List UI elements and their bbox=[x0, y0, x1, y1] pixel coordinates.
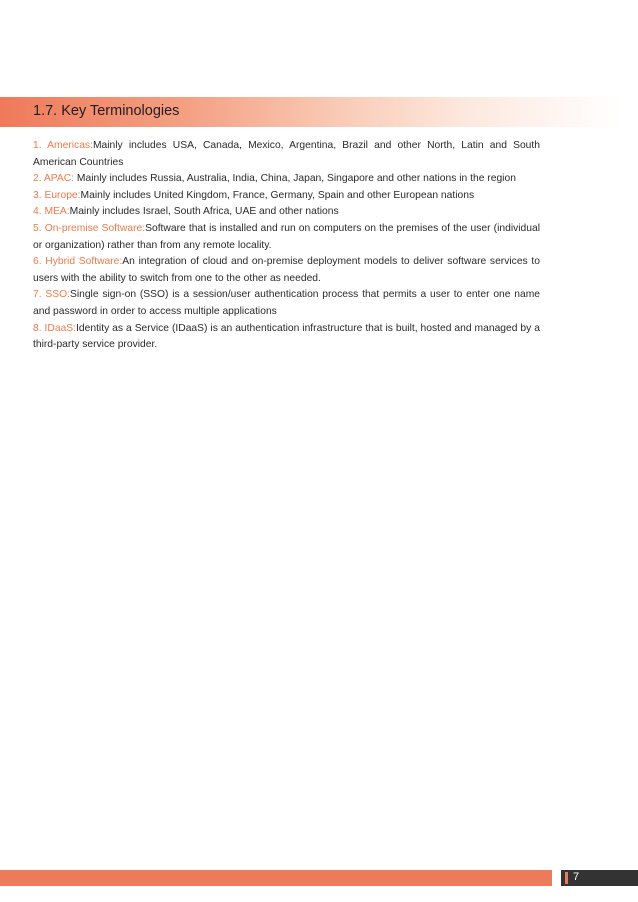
terminology-list bbox=[33, 138, 540, 354]
term-definition: Mainly includes United Kingdom, France, Germany, Spain and other European nations bbox=[80, 189, 475, 201]
term-europe bbox=[33, 188, 540, 205]
term-hybrid-software bbox=[33, 254, 540, 287]
term-sso bbox=[33, 287, 540, 320]
term-definition: Mainly includes USA, Canada, Mexico, Argentina, Brazil and other North, Latin and South American Countries bbox=[33, 140, 540, 168]
page-accent-divider bbox=[565, 872, 568, 884]
term-key: 6. Hybrid Software: bbox=[33, 256, 123, 268]
term-key: 4. MEA: bbox=[33, 206, 70, 218]
page-number-box bbox=[561, 870, 638, 886]
section-title: 1.7. Key Terminologies bbox=[33, 103, 180, 119]
term-definition: Mainly includes Russia, Australia, India, China, Japan, Singapore and other nations in the region bbox=[74, 173, 516, 185]
term-americas bbox=[33, 138, 540, 171]
term-on-premise-software bbox=[33, 221, 540, 254]
term-mea bbox=[33, 204, 540, 221]
term-key: 1. Americas: bbox=[33, 140, 93, 151]
term-idaas bbox=[33, 321, 540, 354]
term-definition: Single sign-on (SSO) is a session/user authentication process that permits a user to enter one name and password in order to access multiple applications bbox=[33, 289, 541, 317]
term-key: 2. APAC: bbox=[33, 173, 75, 185]
term-key: 3. Europe: bbox=[33, 189, 81, 201]
term-definition: An integration of cloud and on-premise deployment models to deliver software services to users with the ability to switch from one to the other as needed. bbox=[33, 256, 540, 284]
section-header bbox=[0, 97, 620, 127]
term-key: 5. On-premise Software: bbox=[33, 222, 146, 234]
term-key: 8. IDaaS: bbox=[33, 322, 77, 334]
term-definition: Identity as a Service (IDaaS) is an authentication infrastructure that is built, hosted and managed by a third-party service provider. bbox=[33, 322, 540, 351]
term-definition: Software that is installed and run on computers on the premises of the user (individual or organization) rather than from any remote locality. bbox=[33, 222, 541, 251]
term-apac bbox=[33, 171, 540, 188]
footer-bar bbox=[0, 870, 552, 886]
page-number: 7 bbox=[573, 871, 580, 883]
term-key: 7. SSO: bbox=[33, 289, 70, 301]
term-definition: Mainly includes Israel, South Africa, UAE and other nations bbox=[69, 206, 339, 218]
